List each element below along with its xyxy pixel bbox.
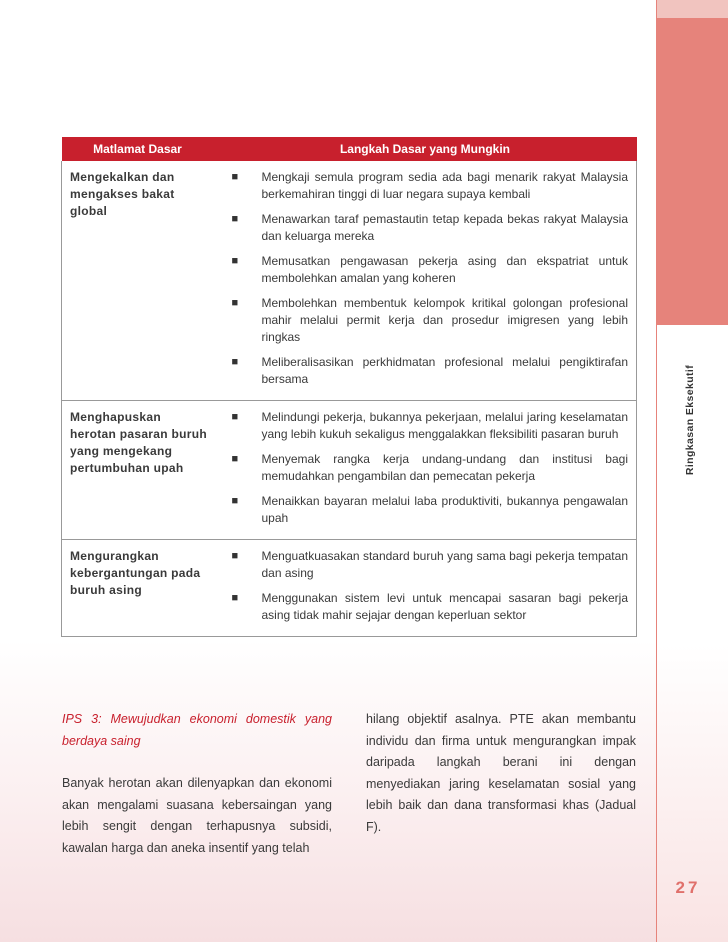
body-column-left [62,709,332,859]
body-column-right [366,709,636,838]
side-accent-strip [656,0,728,18]
body-paragraph-left: Banyak herotan akan dilenyapkan dan ekonomi akan mengalami suasana kebersaingan yang lebih sengit dengan terhapusnya subsidi, kawalan harga dan aneka insentif yang telah [62,776,332,855]
body-paragraph-right: hilang objektif asalnya. PTE akan membantu individu dan firma untuk mengurangkan impak daripada langkah berani ini dengan menyediakan jaring keselamatan sosial yang lebih baik dan dana transformasi khas (Jadual F). [366,712,636,834]
list-item [222,451,629,485]
ips-heading: IPS 3: Mewujudkan ekonomi domestik yang berdaya saing [62,712,332,748]
policy-steps [214,540,637,637]
step-text: Meliberalisasikan perkhidmatan profesional melalui pengiktirafan bersama [261,355,628,386]
step-text: Menggunakan sistem levi untuk mencapai sasaran bagi pekerja asing tidak mahir sejajar dengan keperluan sektor [261,591,628,622]
step-text: Mengkaji semula program sedia ada bagi menarik rakyat Malaysia berkemahiran tinggi di luar negara supaya kembali [261,170,628,201]
step-text: Menawarkan taraf pemastautin tetap kepada bekas rakyat Malaysia dan keluarga mereka [261,212,628,243]
header-steps: Langkah Dasar yang Mungkin [214,137,637,161]
policy-steps [214,161,637,401]
list-item [222,548,629,582]
step-text: Menaikkan bayaran melalui laba produktiviti, bukannya pengawalan upah [261,494,628,525]
square-bullet-icon: ■ [231,453,239,465]
table-row [62,161,637,401]
step-text: Memusatkan pengawasan pekerja asing dan ekspatriat untuk membolehkan amalan yang koheren [261,254,628,285]
square-bullet-icon: ■ [231,213,239,225]
list-item [222,169,629,203]
side-accent-band [656,0,728,325]
list-item [222,211,629,245]
square-bullet-icon: ■ [231,411,239,423]
list-item [222,409,629,443]
step-text: Membolehkan membentuk kelompok kritikal golongan profesional mahir melalui permit kerja dan prosedur imigresen yang lebih ringkas [261,296,628,344]
square-bullet-icon: ■ [231,297,239,309]
page-number: 27 [675,878,701,897]
square-bullet-icon: ■ [231,356,239,368]
table-row [62,540,637,637]
square-bullet-icon: ■ [231,171,239,183]
list-item [222,590,629,624]
side-divider [656,0,657,942]
table-header-row [62,137,637,161]
policy-goal: Menghapuskan herotan pasaran buruh yang mengekang pertumbuhan upah [62,401,214,540]
policy-table [61,137,637,637]
square-bullet-icon: ■ [231,495,239,507]
list-item [222,295,629,346]
step-text: Melindungi pekerja, bukannya pekerjaan, melalui jaring keselamatan yang lebih kukuh sekaligus menggalakkan fleksibiliti pasaran buruh [261,410,628,441]
square-bullet-icon: ■ [231,255,239,267]
policy-steps [214,401,637,540]
step-text: Menyemak rangka kerja undang-undang dan institusi bagi memudahkan pengambilan dan pemecatan pekerja [261,452,628,483]
policy-goal: Mengekalkan dan mengakses bakat global [62,161,214,401]
list-item [222,354,629,388]
square-bullet-icon: ■ [231,550,239,562]
policy-goal: Mengurangkan kebergantungan pada buruh asing [62,540,214,637]
header-goal: Matlamat Dasar [62,137,214,161]
section-label: Ringkasan Eksekutif [684,364,696,476]
square-bullet-icon: ■ [231,592,239,604]
step-text: Menguatkuasakan standard buruh yang sama bagi pekerja tempatan dan asing [261,549,628,580]
list-item [222,253,629,287]
list-item [222,493,629,527]
table-row [62,401,637,540]
